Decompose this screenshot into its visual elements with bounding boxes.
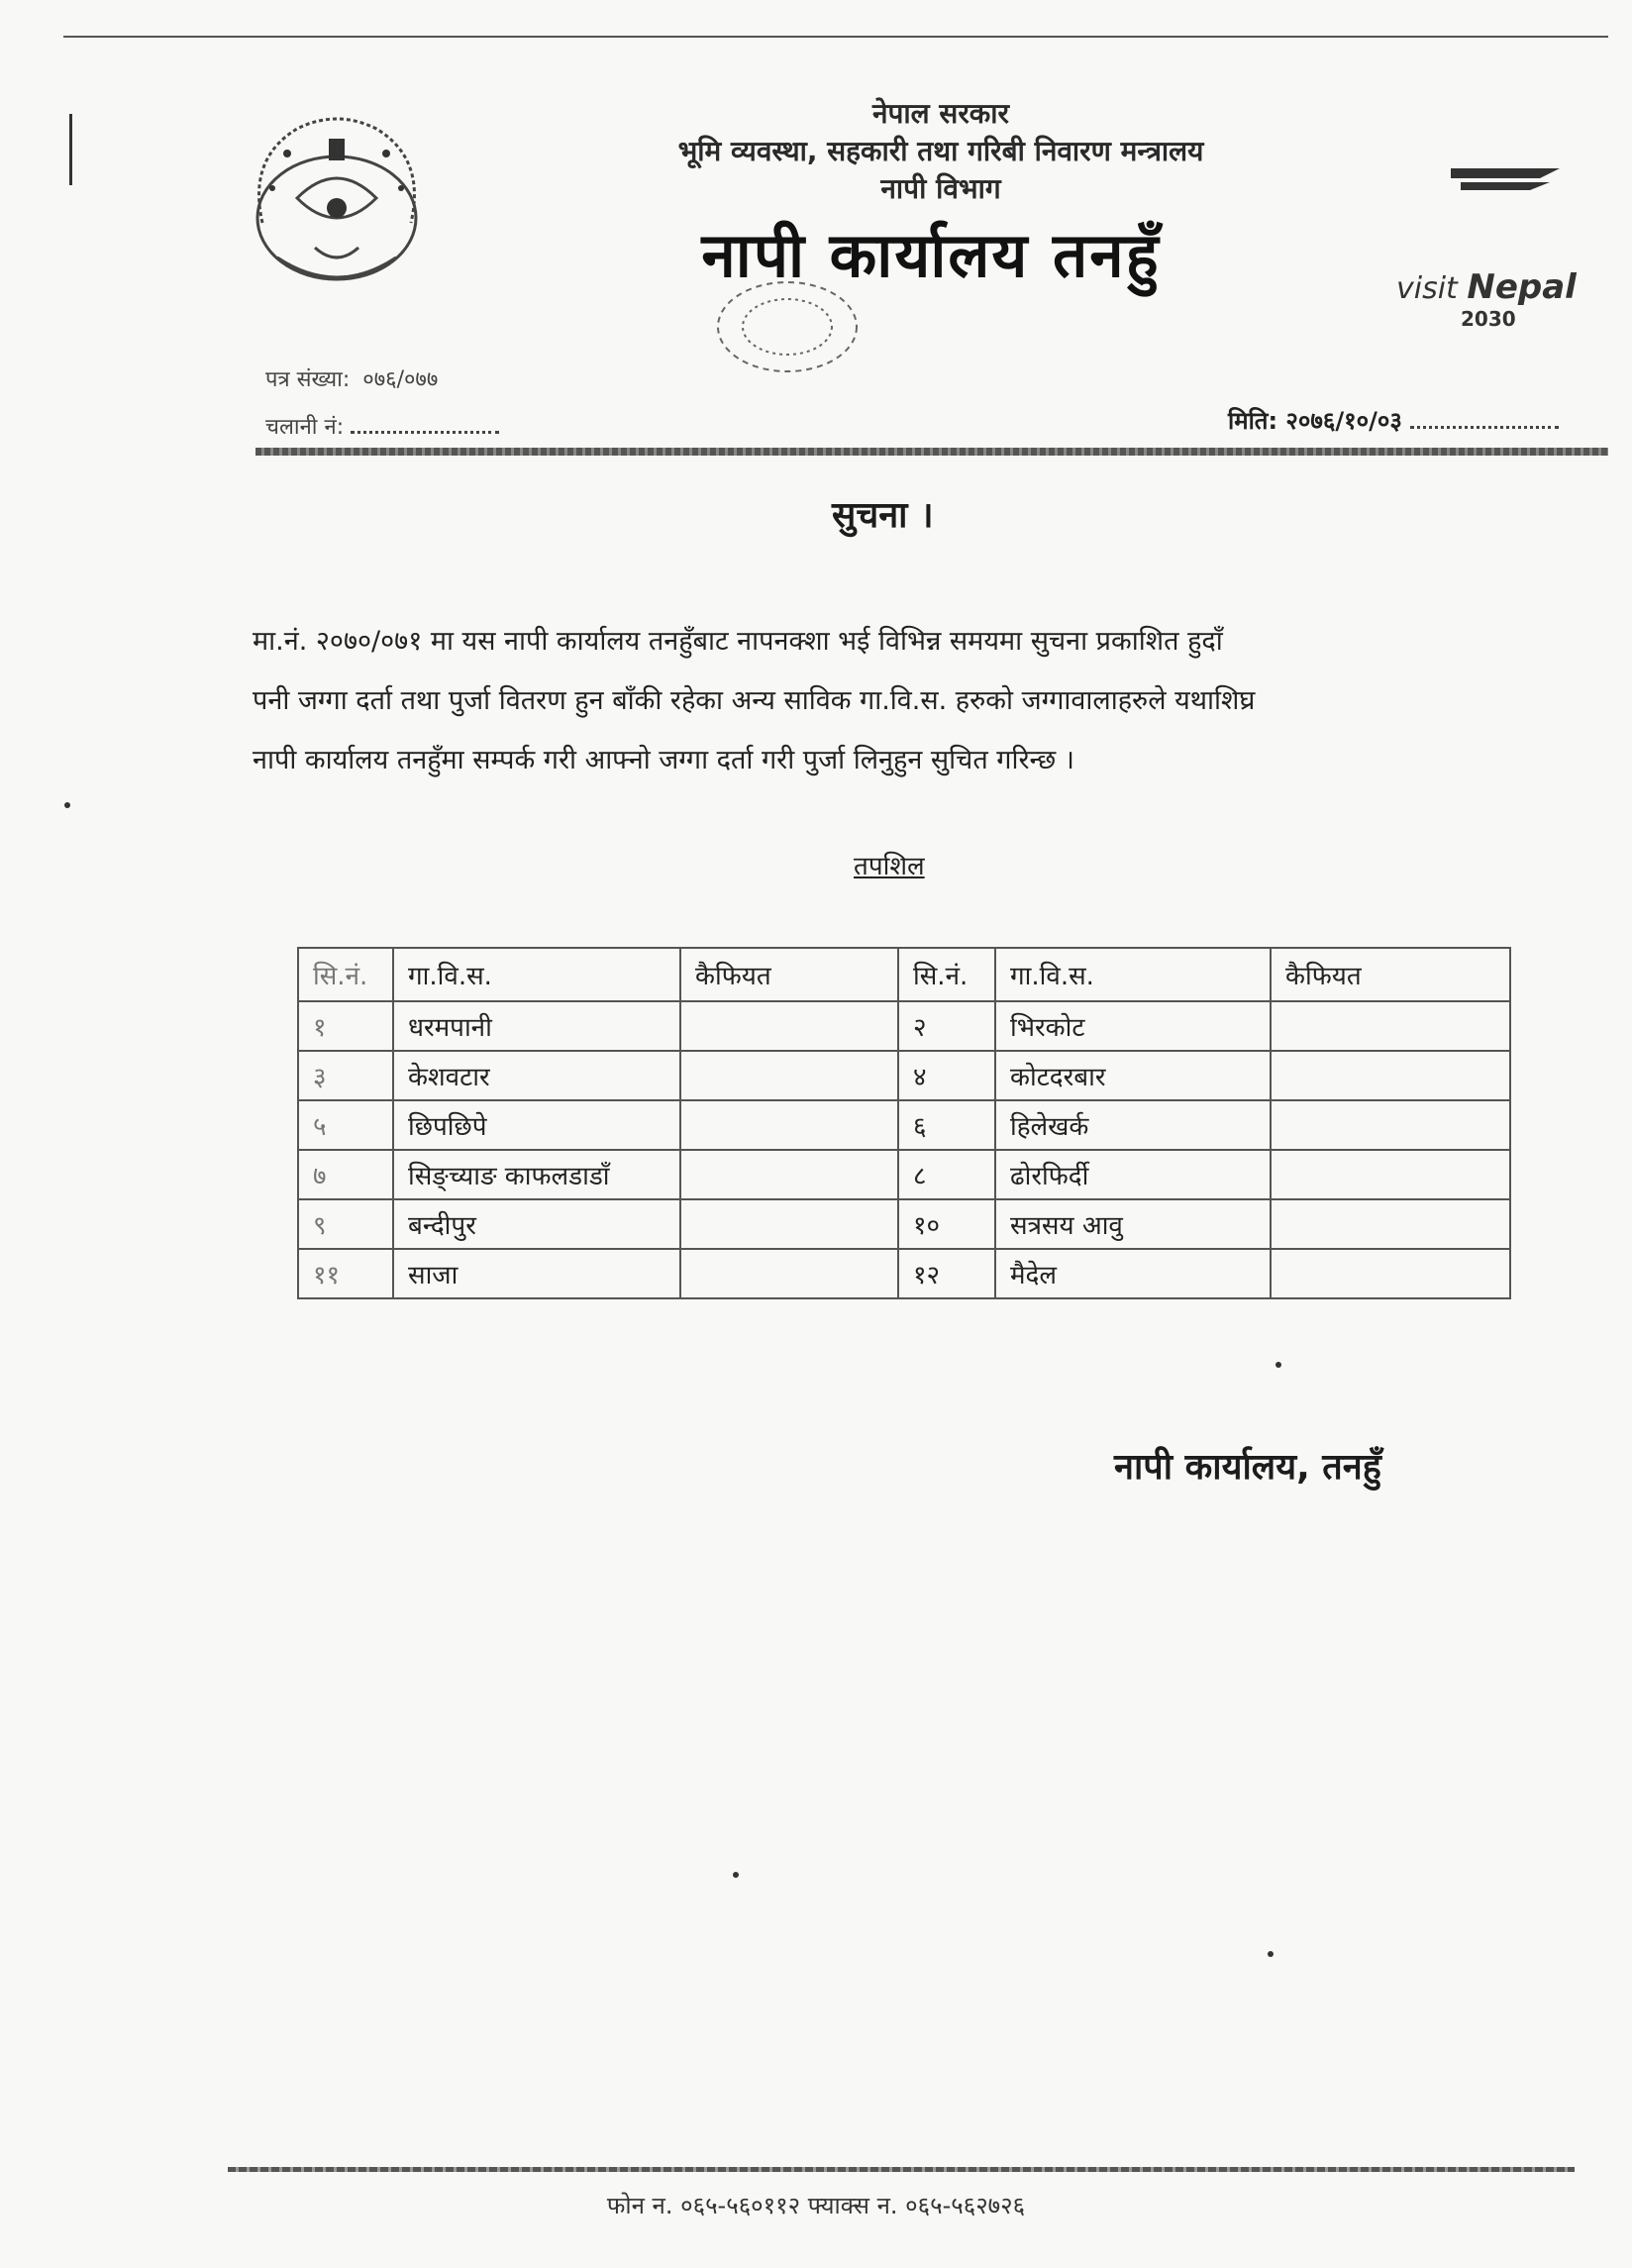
vdc-schedule-table xyxy=(297,947,1511,1299)
date-row xyxy=(1228,404,1559,437)
notice-body-line: नापी कार्यालय तनहुँमा सम्पर्क गरी आफ्नो जग्गा दर्ता गरी पुर्जा लिनुहुन सुचित गरिन्छ । xyxy=(253,745,1074,775)
visit-word: visit xyxy=(1396,271,1458,306)
table-header-row xyxy=(298,948,1510,1001)
office-title: नापी कार्यालय तनहुँ xyxy=(701,219,1161,291)
serial-number-cell: १२ xyxy=(898,1249,995,1298)
remarks-cell xyxy=(680,1051,898,1100)
serial-number-cell: १० xyxy=(898,1199,995,1249)
serial-number-cell: ३ xyxy=(298,1051,393,1100)
margin-mark xyxy=(69,114,72,185)
office-stamp-icon xyxy=(708,267,867,376)
table-row xyxy=(298,1150,1510,1199)
vdc-name-cell: केशवटार xyxy=(393,1051,680,1100)
remarks-cell xyxy=(680,1150,898,1199)
remarks-cell xyxy=(680,1249,898,1298)
column-header: गा.वि.स. xyxy=(393,948,680,1001)
remarks-cell xyxy=(1271,1100,1510,1150)
nepal-word: Nepal xyxy=(1467,267,1577,307)
notice-body-line: पनी जग्गा दर्ता तथा पुर्जा वितरण हुन बाँकी रहेका अन्य साविक गा.वि.स. हरुको जग्गावालाहरुले यथाशिघ्र xyxy=(253,685,1256,716)
dispatch-number-blank xyxy=(351,411,499,434)
vdc-name-cell: कोटदरबार xyxy=(995,1051,1271,1100)
column-header: कैफियत xyxy=(680,948,898,1001)
remarks-cell xyxy=(1271,1249,1510,1298)
top-edge-rule xyxy=(63,36,1608,38)
column-header: सि.नं. xyxy=(298,948,393,1001)
schedule-title: तपशिल xyxy=(854,852,925,881)
notice-body-line: मा.नं. २०७०/०७१ मा यस नापी कार्यालय तनहुँबाट नापनक्शा भई विभिन्न समयमा सुचना प्रकाशित हुदाँ xyxy=(253,626,1223,657)
vdc-name-cell: हिलेखर्क xyxy=(995,1100,1271,1150)
scan-speck xyxy=(64,802,70,808)
remarks-cell xyxy=(1271,1051,1510,1100)
reference-block xyxy=(265,357,499,452)
footer-divider xyxy=(228,2167,1575,2172)
serial-number-cell: ७ xyxy=(298,1150,393,1199)
contact-footer: फोन न. ०६५-५६०११२ फ्याक्स न. ०६५-५६२७२६ xyxy=(606,2192,1026,2219)
table-row xyxy=(298,1001,1510,1051)
serial-number-cell: ९ xyxy=(298,1199,393,1249)
serial-number-cell: ११ xyxy=(298,1249,393,1298)
vdc-name-cell: सत्रसय आवु xyxy=(995,1199,1271,1249)
dispatch-number-label: चलानी नं: xyxy=(265,415,345,440)
serial-number-cell: ६ xyxy=(898,1100,995,1150)
date-label: मिति: xyxy=(1228,407,1278,435)
scan-speck xyxy=(733,1872,739,1878)
letter-number-label: पत्र संख्या: xyxy=(265,367,351,392)
letter-number-value: ०७६/०७७ xyxy=(362,367,439,392)
serial-number-cell: ८ xyxy=(898,1150,995,1199)
vdc-name-cell: छिपछिपे xyxy=(393,1100,680,1150)
vdc-name-cell: सिङ्च्याङ काफलडाडाँ xyxy=(393,1150,680,1199)
vdc-name-cell: मैदेल xyxy=(995,1249,1271,1298)
letter-number-row xyxy=(265,357,499,404)
remarks-cell xyxy=(1271,1150,1510,1199)
notice-body xyxy=(253,612,1604,790)
remarks-cell xyxy=(680,1001,898,1051)
vdc-name-cell: बन्दीपुर xyxy=(393,1199,680,1249)
scan-speck xyxy=(1268,1951,1274,1957)
visit-nepal-wordmark xyxy=(1396,267,1577,307)
remarks-cell xyxy=(680,1199,898,1249)
remarks-cell xyxy=(680,1100,898,1150)
column-header: गा.वि.स. xyxy=(995,948,1271,1001)
remarks-cell xyxy=(1271,1199,1510,1249)
signatory-office: नापी कार्यालय, तनहुँ xyxy=(1114,1447,1381,1488)
vdc-name-cell: ढोरफिर्दी xyxy=(995,1150,1271,1199)
table-row xyxy=(298,1051,1510,1100)
scan-speck xyxy=(1275,1362,1281,1368)
remarks-cell xyxy=(1271,1001,1510,1051)
serial-number-cell: ४ xyxy=(898,1051,995,1100)
dispatch-number-row xyxy=(265,404,499,452)
table-row xyxy=(298,1100,1510,1150)
department-name: नापी विभाग xyxy=(880,172,1001,205)
serial-number-cell: ५ xyxy=(298,1100,393,1150)
ministry-name: भूमि व्यवस्था, सहकारी तथा गरिबी निवारण मन्त्रालय xyxy=(677,135,1204,167)
vdc-name-cell: भिरकोट xyxy=(995,1001,1271,1051)
serial-number-cell: २ xyxy=(898,1001,995,1051)
table-row xyxy=(298,1199,1510,1249)
notice-title: सुचना । xyxy=(832,495,934,536)
column-header: सि.नं. xyxy=(898,948,995,1001)
visit-nepal-year: 2030 xyxy=(1461,307,1516,331)
vdc-name-cell: धरमपानी xyxy=(393,1001,680,1051)
vdc-name-cell: साजा xyxy=(393,1249,680,1298)
government-name: नेपाल सरकार xyxy=(871,97,1010,130)
date-dots xyxy=(1410,408,1559,429)
table-row xyxy=(298,1249,1510,1298)
date-value: २०७६/१०/०३ xyxy=(1285,407,1402,435)
letterhead xyxy=(416,95,1466,208)
header-divider xyxy=(255,448,1608,456)
serial-number-cell: १ xyxy=(298,1001,393,1051)
column-header: कैफियत xyxy=(1271,948,1510,1001)
